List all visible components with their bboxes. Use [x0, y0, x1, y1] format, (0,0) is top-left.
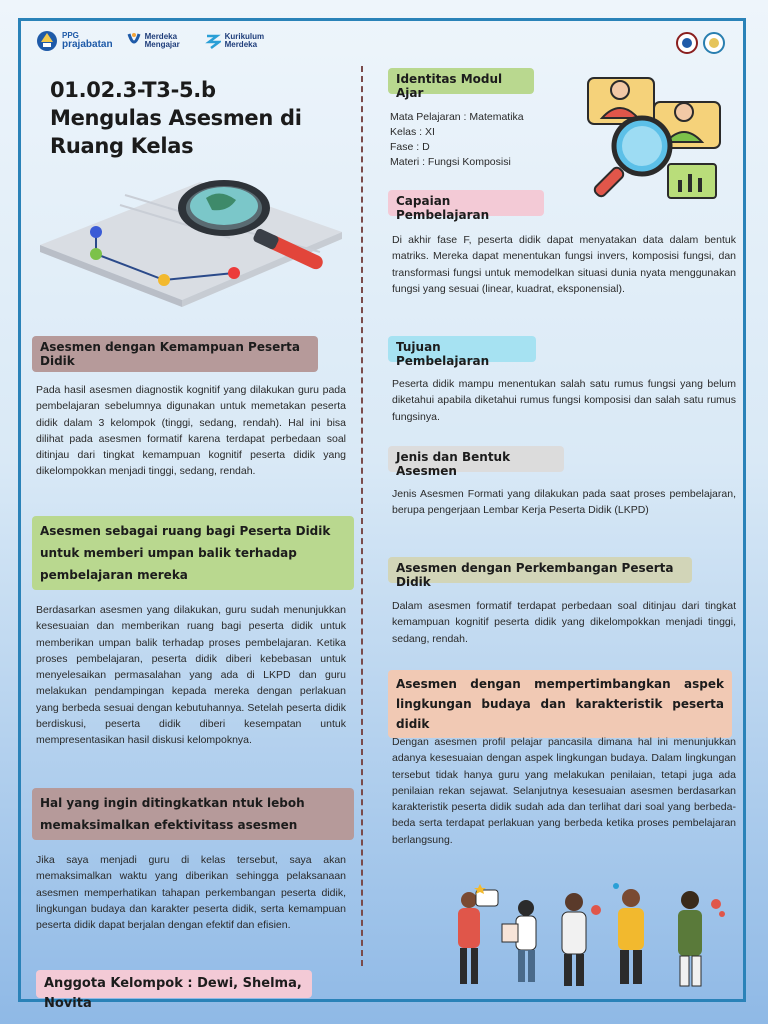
student-2 [502, 900, 536, 982]
heading-asesmen-kemampuan: Asesmen dengan Kemampuan Peserta Didik [32, 336, 318, 372]
para-jenis: Jenis Asesmen Formati yang dilakukan pada saat proses pembelajaran, berupa pengerjaan Lembar Kerja Peserta Didik (LKPD) [392, 488, 736, 517]
heading-jenis: Jenis dan Bentuk Asesmen [388, 446, 564, 472]
column-divider [361, 66, 363, 966]
ppg-main: prajabatan [62, 39, 113, 50]
page-title [50, 76, 350, 160]
ppg-small: PPG [62, 31, 79, 40]
student-4 [613, 883, 644, 984]
para-capaian: Di akhir fase F, peserta didik dapat menyatakan data dalam bentuk matriks. Mereka dapat menentukan fungsi invers, komposisi fungsi, dan transformasi fungsi untuk memodelkan situasi dunia nyata menggunakan fungsi yang sesuai (linear, kuadrat, eksponensial). [392, 234, 736, 295]
heading-capaian: Capaian Pembelajaran [388, 190, 544, 216]
heading-tujuan: Tujuan Pembelajaran [388, 336, 536, 362]
student-1 [458, 884, 498, 984]
heading-identitas: Identitas Modul Ajar [388, 68, 534, 94]
kurikulum-merdeka-text: Kurikulum Merdeka [224, 32, 265, 49]
anggota-kelompok: Anggota Kelompok : Dewi, Shelma, Novita [36, 970, 312, 998]
heading-ditingkatkan: Hal yang ingin ditingkatkan ntuk leboh memaksimalkan efektivitass asesmen [32, 788, 354, 840]
student-5 [678, 891, 725, 986]
university-seal-icon [676, 32, 728, 54]
analytics-people-icon [584, 72, 724, 202]
para-budaya: Dengan asesmen profil pelajar pancasila dimana hal ini menunjukkan adanya kesesuaian dengan aspek lingkungan budaya. Dalam lingkungan tersebut tidak hanya guru yang melakukan penilaian, tetapi juga ada penilaian rekan sejawat. Selanjutnya kesesuaian asesmen berdasarkan karakteristik peserta didik sudah ada dan terlihat dari soal yang berbeda-beda serta terdapat perlakuan yang berbeda ketika proses pembelajaran berlangsung. [392, 736, 736, 846]
tutwuri-logo [36, 30, 58, 52]
identitas-list [390, 110, 524, 170]
header-logos [36, 30, 279, 52]
heading-budaya: Asesmen dengan mempertimbangkan aspek lingkungan budaya dan karakteristik peserta didik [388, 670, 732, 738]
identitas-mapel: Mata Pelajaran : Matematika [390, 111, 524, 123]
heading-umpan-balik: Asesmen sebagai ruang bagi Peserta Didik untuk memberi umpan balik terhadap pembelajaran mereka [32, 516, 354, 590]
para-tujuan: Peserta didik mampu menentukan salah satu rumus fungsi yang belum diketahui apabila diketahui rumus fungsi komposisi dan salah satu rumus fungsinya. [392, 378, 736, 423]
kurikulum-merdeka-logo-group [205, 32, 279, 50]
title-text: Mengulas Asesmen di Ruang Kelas [50, 106, 302, 158]
identitas-kelas: Kelas : XI [390, 126, 435, 138]
magnifier-document-illustration [30, 170, 350, 330]
merdeka-mengajar-logo-group [127, 32, 191, 50]
para-asesmen-kemampuan: Pada hasil asesmen diagnostik kognitif yang dilakukan guru pada pembelajaran sebelumnya digunakan untuk memetakan peserta didik dalam 3 kelompok (tinggi, sedang, rendah). Hal ini bisa dilihat pada asesmen formatif karena terdapat perbedaan soal ditinjau dari tingkat kemampuan kognitif peserta didik yang dikelompokkan menjadi tinggi, sedang, rendah. [36, 384, 346, 478]
identitas-materi: Materi : Fungsi Komposisi [390, 156, 511, 168]
para-ditingkatkan: Jika saya menjadi guru di kelas tersebut, saya akan memaksimalkan waktu yang diberikan sehingga pelaksanaan asesmen memperhatikan tahapan perkembangan peserta didik, lingkungan budaya dan karakter peserta didik, serta kemampuan peserta didik dapat berjalan dengan efektif dan efisien. [36, 854, 346, 932]
ppg-logo [36, 30, 113, 52]
merdeka-mengajar-logo [127, 32, 141, 50]
ppg-wordmark [62, 32, 113, 50]
identitas-fase: Fase : D [390, 141, 430, 153]
title-code: 01.02.3-T3-5.b [50, 78, 216, 102]
para-perkembangan: Dalam asesmen formatif terdapat perbedaan soal ditinjau dari tingkat kemampuan kognitif peserta didik yang dikelompokkan menjadi tinggi, sedang, rendah. [392, 600, 736, 645]
kurikulum-merdeka-logo [205, 32, 221, 50]
heading-perkembangan: Asesmen dengan Perkembangan Peserta Didik [388, 557, 692, 583]
para-umpan-balik: Berdasarkan asesmen yang dilakukan, guru sudah menunjukkan kesesuaian dan memberikan ruang bagi peserta didik untuk memberikan umpan balik terhadap proses pembelajaran. Ketika proses pembelajaran, peserta didik diberi kebebasan untuk menyelesaikan permasalahan yang ada di LKPD dan guru melakukan pendampingan kepada mereka dengan perlakuan yang berbeda sesuai dengan kebutuhannya. Setelah peserta didik berdiskusi, peserta didik diberi kesempatan untuk mempresentasikan hasil diskusi kelompoknya. [36, 604, 346, 747]
merdeka-mengajar-text: Merdeka Mengajar [144, 32, 180, 49]
students-group-illustration [440, 880, 730, 1000]
student-3 [562, 893, 601, 986]
